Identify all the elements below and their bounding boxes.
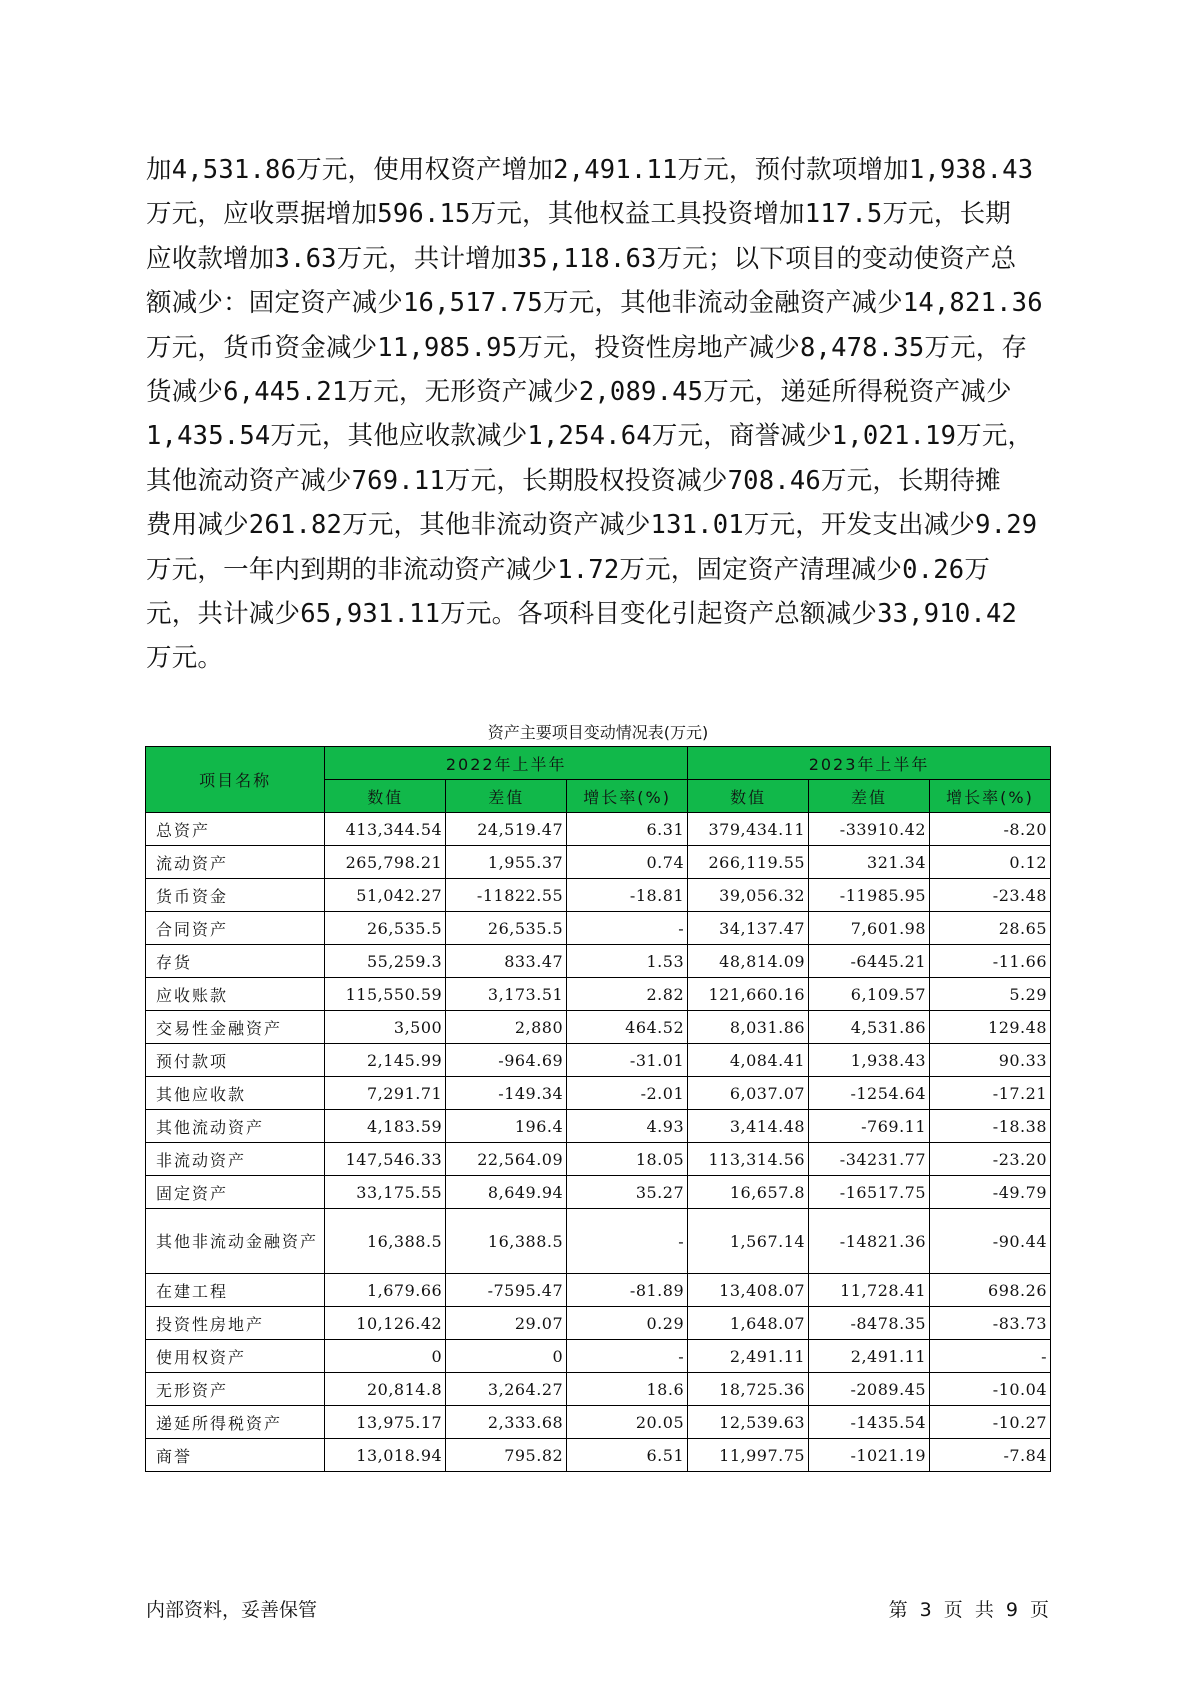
row-item-name: 应收账款 [146, 978, 325, 1011]
cell-diff-2022: 2,333.68 [446, 1406, 567, 1439]
table-row [146, 978, 1051, 1011]
cell-value-2022: 13,018.94 [325, 1439, 446, 1472]
cell-value-2022: 13,975.17 [325, 1406, 446, 1439]
row-item-name: 在建工程 [146, 1274, 325, 1307]
cell-value-2023: 13,408.07 [688, 1274, 809, 1307]
cell-diff-2022: 8,649.94 [446, 1176, 567, 1209]
table-row [146, 1439, 1051, 1472]
table-row [146, 1307, 1051, 1340]
table-row [146, 1274, 1051, 1307]
table-row [146, 813, 1051, 846]
cell-rate-2023: -17.21 [930, 1077, 1051, 1110]
row-item-name: 预付款项 [146, 1044, 325, 1077]
cell-rate-2023: -11.66 [930, 945, 1051, 978]
cell-value-2023: 6,037.07 [688, 1077, 809, 1110]
footer-confidential-note: 内部资料，妥善保管 [146, 1599, 318, 1621]
cell-diff-2023: -769.11 [809, 1110, 930, 1143]
header-diff-2023: 差值 [809, 780, 930, 813]
body-line: 元，共计减少65,931.11万元。各项科目变化引起资产总额减少33,910.42 [146, 598, 1018, 629]
table-row [146, 1044, 1051, 1077]
cell-diff-2022: 3,173.51 [446, 978, 567, 1011]
table-row [146, 1011, 1051, 1044]
cell-value-2023: 12,539.63 [688, 1406, 809, 1439]
cell-diff-2023: -1435.54 [809, 1406, 930, 1439]
cell-rate-2022: 18.05 [567, 1143, 688, 1176]
cell-value-2022: 1,679.66 [325, 1274, 446, 1307]
table-row [146, 1209, 1051, 1274]
header-diff-2022: 差值 [446, 780, 567, 813]
body-line: 万元，应收票据增加596.15万元，其他权益工具投资增加117.5万元，长期 [146, 199, 1011, 230]
header-group-2023: 2023年上半年 [688, 747, 1051, 780]
cell-rate-2023: -10.04 [930, 1373, 1051, 1406]
cell-rate-2023: 28.65 [930, 912, 1051, 945]
cell-diff-2022: -149.34 [446, 1077, 567, 1110]
row-item-name: 无形资产 [146, 1373, 325, 1406]
row-item-name: 合同资产 [146, 912, 325, 945]
cell-rate-2023: -23.48 [930, 879, 1051, 912]
cell-diff-2022: 26,535.5 [446, 912, 567, 945]
cell-rate-2022: - [567, 912, 688, 945]
cell-value-2022: 4,183.59 [325, 1110, 446, 1143]
row-item-name: 流动资产 [146, 846, 325, 879]
body-line: 费用减少261.82万元，其他非流动资产减少131.01万元，开发支出减少9.29 [146, 510, 1038, 541]
cell-value-2023: 8,031.86 [688, 1011, 809, 1044]
cell-rate-2022: 0.29 [567, 1307, 688, 1340]
cell-rate-2022: 35.27 [567, 1176, 688, 1209]
table-row [146, 945, 1051, 978]
body-line: 货减少6,445.21万元，无形资产减少2,089.45万元，递延所得税资产减少 [146, 376, 1012, 407]
header-group-2022: 2022年上半年 [325, 747, 688, 780]
cell-value-2022: 2,145.99 [325, 1044, 446, 1077]
row-item-name: 总资产 [146, 813, 325, 846]
cell-rate-2023: -90.44 [930, 1209, 1051, 1274]
cell-rate-2022: -18.81 [567, 879, 688, 912]
cell-diff-2023: 7,601.98 [809, 912, 930, 945]
cell-rate-2022: 20.05 [567, 1406, 688, 1439]
footer-page-number: 第 3 页 共 9 页 [888, 1599, 1049, 1621]
cell-value-2023: 48,814.09 [688, 945, 809, 978]
cell-value-2022: 10,126.42 [325, 1307, 446, 1340]
body-paragraph [146, 148, 1046, 681]
cell-rate-2023: 5.29 [930, 978, 1051, 1011]
body-line: 应收款增加3.63万元，共计增加35,118.63万元；以下项目的变动使资产总 [146, 243, 1017, 274]
table-row [146, 1077, 1051, 1110]
cell-value-2022: 0 [325, 1340, 446, 1373]
header-item-name: 项目名称 [146, 747, 325, 813]
cell-rate-2023: - [930, 1340, 1051, 1373]
body-line: 1,435.54万元，其他应收款减少1,254.64万元，商誉减少1,021.19万元， [146, 421, 1034, 452]
row-item-name: 其他流动资产 [146, 1110, 325, 1143]
row-item-name: 商誉 [146, 1439, 325, 1472]
row-item-name: 递延所得税资产 [146, 1406, 325, 1439]
cell-value-2022: 7,291.71 [325, 1077, 446, 1110]
cell-value-2023: 18,725.36 [688, 1373, 809, 1406]
cell-rate-2022: -2.01 [567, 1077, 688, 1110]
cell-diff-2023: 6,109.57 [809, 978, 930, 1011]
body-line: 万元，货币资金减少11,985.95万元，投资性房地产减少8,478.35万元，存 [146, 332, 1028, 363]
cell-diff-2023: -16517.75 [809, 1176, 930, 1209]
row-item-name: 其他非流动金融资产 [146, 1209, 325, 1274]
cell-diff-2022: 1,955.37 [446, 846, 567, 879]
row-item-name: 存货 [146, 945, 325, 978]
header-rate-2023: 增长率(%) [930, 780, 1051, 813]
cell-diff-2022: 795.82 [446, 1439, 567, 1472]
cell-diff-2023: -1254.64 [809, 1077, 930, 1110]
cell-value-2023: 266,119.55 [688, 846, 809, 879]
cell-diff-2023: -1021.19 [809, 1439, 930, 1472]
table-caption: 资产主要项目变动情况表(万元) [487, 723, 709, 742]
cell-diff-2023: 321.34 [809, 846, 930, 879]
cell-value-2022: 115,550.59 [325, 978, 446, 1011]
cell-rate-2023: -10.27 [930, 1406, 1051, 1439]
cell-rate-2022: 4.93 [567, 1110, 688, 1143]
cell-rate-2022: 6.31 [567, 813, 688, 846]
cell-diff-2023: 4,531.86 [809, 1011, 930, 1044]
cell-diff-2023: -6445.21 [809, 945, 930, 978]
cell-rate-2023: -49.79 [930, 1176, 1051, 1209]
cell-rate-2022: 6.51 [567, 1439, 688, 1472]
cell-rate-2023: 698.26 [930, 1274, 1051, 1307]
row-item-name: 其他应收款 [146, 1077, 325, 1110]
header-rate-2022: 增长率(%) [567, 780, 688, 813]
table-row [146, 1143, 1051, 1176]
cell-value-2023: 121,660.16 [688, 978, 809, 1011]
cell-rate-2022: - [567, 1340, 688, 1373]
body-line: 万元。 [146, 643, 224, 674]
cell-diff-2022: -7595.47 [446, 1274, 567, 1307]
cell-rate-2023: 129.48 [930, 1011, 1051, 1044]
cell-value-2023: 4,084.41 [688, 1044, 809, 1077]
table-row [146, 846, 1051, 879]
cell-rate-2023: -23.20 [930, 1143, 1051, 1176]
cell-value-2022: 147,546.33 [325, 1143, 446, 1176]
table-row [146, 912, 1051, 945]
cell-value-2022: 3,500 [325, 1011, 446, 1044]
table-row [146, 1340, 1051, 1373]
cell-diff-2022: -964.69 [446, 1044, 567, 1077]
cell-diff-2023: -34231.77 [809, 1143, 930, 1176]
cell-value-2023: 2,491.11 [688, 1340, 809, 1373]
cell-rate-2022: 1.53 [567, 945, 688, 978]
cell-diff-2022: 833.47 [446, 945, 567, 978]
cell-diff-2023: -11985.95 [809, 879, 930, 912]
cell-value-2022: 26,535.5 [325, 912, 446, 945]
cell-value-2022: 413,344.54 [325, 813, 446, 846]
row-item-name: 投资性房地产 [146, 1307, 325, 1340]
cell-diff-2023: -8478.35 [809, 1307, 930, 1340]
asset-change-table [145, 746, 1051, 1472]
table-row [146, 1406, 1051, 1439]
table-row [146, 1110, 1051, 1143]
row-item-name: 固定资产 [146, 1176, 325, 1209]
cell-diff-2022: 29.07 [446, 1307, 567, 1340]
cell-value-2023: 379,434.11 [688, 813, 809, 846]
header-value-2022: 数值 [325, 780, 446, 813]
header-value-2023: 数值 [688, 780, 809, 813]
cell-value-2022: 265,798.21 [325, 846, 446, 879]
cell-rate-2022: 464.52 [567, 1011, 688, 1044]
cell-value-2022: 20,814.8 [325, 1373, 446, 1406]
cell-diff-2023: 1,938.43 [809, 1044, 930, 1077]
cell-rate-2023: -8.20 [930, 813, 1051, 846]
cell-rate-2022: 0.74 [567, 846, 688, 879]
cell-value-2022: 16,388.5 [325, 1209, 446, 1274]
cell-value-2023: 16,657.8 [688, 1176, 809, 1209]
cell-rate-2023: -83.73 [930, 1307, 1051, 1340]
body-line: 其他流动资产减少769.11万元，长期股权投资减少708.46万元，长期待摊 [146, 465, 1001, 496]
cell-value-2023: 1,567.14 [688, 1209, 809, 1274]
cell-diff-2023: -33910.42 [809, 813, 930, 846]
cell-value-2023: 39,056.32 [688, 879, 809, 912]
cell-diff-2022: 2,880 [446, 1011, 567, 1044]
cell-value-2022: 51,042.27 [325, 879, 446, 912]
cell-rate-2023: -18.38 [930, 1110, 1051, 1143]
cell-diff-2022: 22,564.09 [446, 1143, 567, 1176]
cell-rate-2022: -81.89 [567, 1274, 688, 1307]
cell-value-2023: 113,314.56 [688, 1143, 809, 1176]
row-item-name: 货币资金 [146, 879, 325, 912]
row-item-name: 非流动资产 [146, 1143, 325, 1176]
cell-value-2022: 55,259.3 [325, 945, 446, 978]
cell-rate-2022: -31.01 [567, 1044, 688, 1077]
table-row [146, 879, 1051, 912]
cell-diff-2023: 2,491.11 [809, 1340, 930, 1373]
cell-value-2023: 34,137.47 [688, 912, 809, 945]
table-row [146, 1373, 1051, 1406]
table-row [146, 1176, 1051, 1209]
cell-diff-2023: -2089.45 [809, 1373, 930, 1406]
cell-diff-2022: 3,264.27 [446, 1373, 567, 1406]
cell-diff-2023: 11,728.41 [809, 1274, 930, 1307]
row-item-name: 使用权资产 [146, 1340, 325, 1373]
cell-diff-2022: 24,519.47 [446, 813, 567, 846]
cell-value-2022: 33,175.55 [325, 1176, 446, 1209]
cell-diff-2023: -14821.36 [809, 1209, 930, 1274]
cell-diff-2022: 0 [446, 1340, 567, 1373]
cell-diff-2022: 196.4 [446, 1110, 567, 1143]
cell-rate-2022: 2.82 [567, 978, 688, 1011]
cell-rate-2022: - [567, 1209, 688, 1274]
cell-value-2023: 11,997.75 [688, 1439, 809, 1472]
cell-rate-2023: 90.33 [930, 1044, 1051, 1077]
cell-rate-2022: 18.6 [567, 1373, 688, 1406]
cell-value-2023: 1,648.07 [688, 1307, 809, 1340]
body-line: 万元，一年内到期的非流动资产减少1.72万元，固定资产清理减少0.26万 [146, 554, 991, 585]
cell-value-2023: 3,414.48 [688, 1110, 809, 1143]
cell-diff-2022: -11822.55 [446, 879, 567, 912]
cell-rate-2023: -7.84 [930, 1439, 1051, 1472]
body-line: 加4,531.86万元，使用权资产增加2,491.11万元，预付款项增加1,938.43 [146, 155, 1034, 185]
cell-rate-2023: 0.12 [930, 846, 1051, 879]
body-line: 额减少：固定资产减少16,517.75万元，其他非流动金融资产减少14,821.36 [146, 288, 1043, 319]
cell-diff-2022: 16,388.5 [446, 1209, 567, 1274]
row-item-name: 交易性金融资产 [146, 1011, 325, 1044]
